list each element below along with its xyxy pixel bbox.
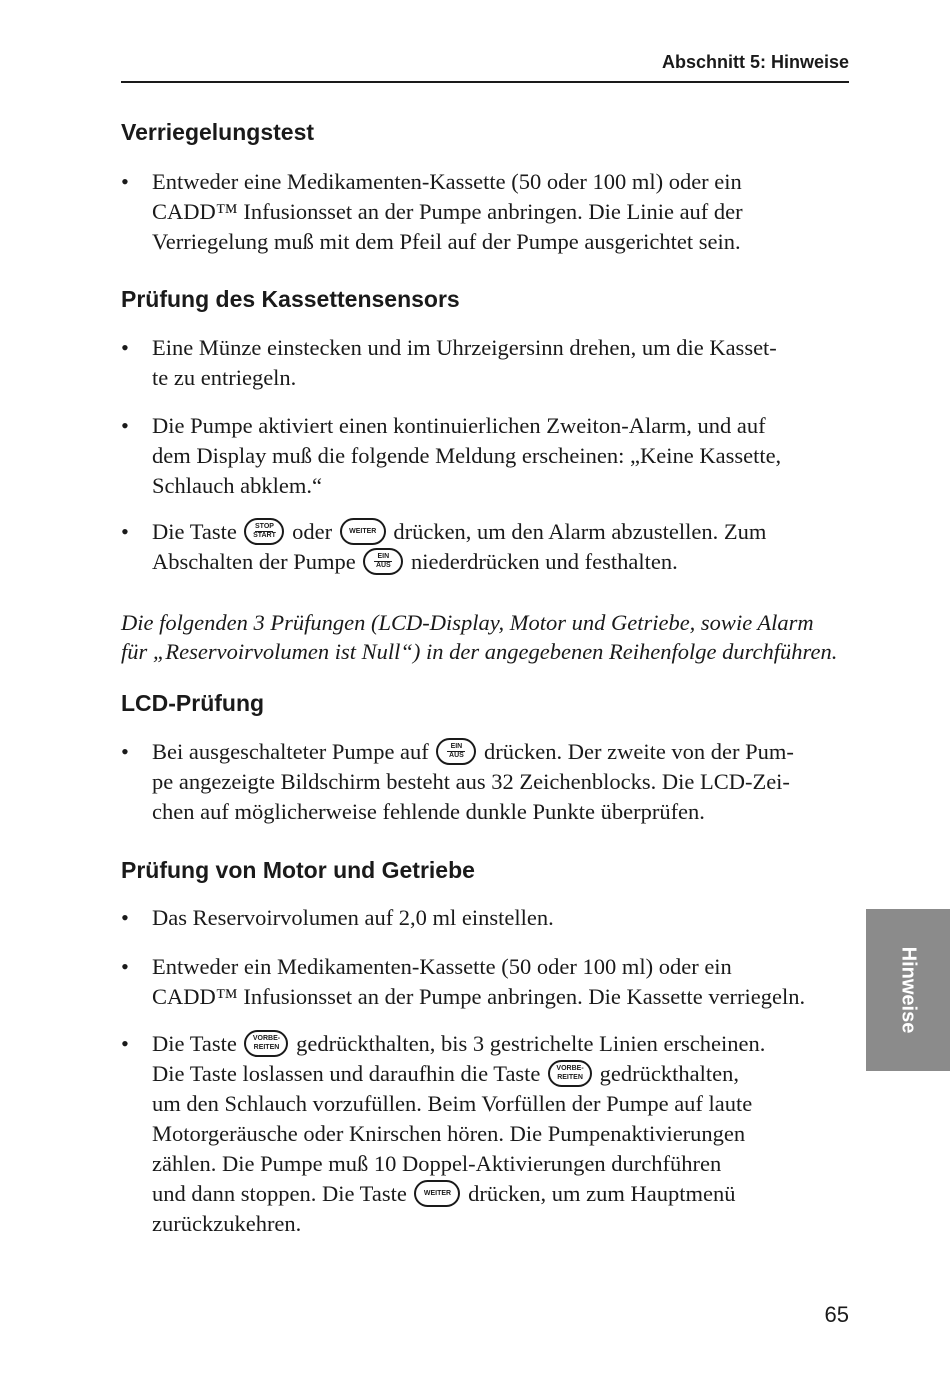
text-line: CADD™ Infusionsset an der Pumpe anbringen. Die Linie auf der bbox=[152, 199, 743, 224]
text-fragment: oder bbox=[292, 519, 333, 544]
weiter-key-icon bbox=[414, 1180, 460, 1207]
key-label-top: EIN bbox=[450, 743, 463, 751]
bullet-dot: • bbox=[121, 413, 129, 438]
heading-lock-test: Verriegelungstest bbox=[121, 119, 315, 145]
key-label-bottom: REITEN bbox=[557, 1074, 583, 1082]
text-line: Eine Münze einstecken und im Uhrzeigersinn drehen, um die Kasset- bbox=[152, 335, 777, 360]
side-tab-hinweise bbox=[866, 909, 950, 1071]
heading-cassette-sensor: Prüfung des Kassettensensors bbox=[121, 286, 460, 312]
bullet-dot: • bbox=[121, 519, 129, 544]
text-line: Das Reservoirvolumen auf 2,0 ml einstellen. bbox=[152, 905, 554, 930]
text-line bbox=[152, 737, 852, 767]
bullet-dot: • bbox=[121, 739, 129, 764]
text-line: zurückzukehren. bbox=[152, 1211, 302, 1236]
text-line: dem Display muß die folgende Meldung erscheinen: „Keine Kassette, bbox=[152, 443, 782, 468]
key-label-bottom: AUS bbox=[375, 562, 391, 570]
text-line: pe angezeigte Bildschirm besteht aus 32 Zeichenblocks. Die LCD-Zei- bbox=[152, 769, 790, 794]
vorbereiten-key-icon bbox=[244, 1030, 288, 1057]
stop-start-key-icon bbox=[244, 518, 284, 545]
page-header bbox=[121, 52, 849, 83]
text-fragment: Die Taste bbox=[152, 519, 237, 544]
text-fragment: gedrückthalten, bbox=[599, 1061, 739, 1086]
text-line: Die Pumpe aktiviert einen kontinuierlichen Zweiton-Alarm, und auf bbox=[152, 413, 766, 438]
weiter-key-icon bbox=[340, 518, 386, 545]
bullet-dot: • bbox=[121, 1031, 129, 1056]
key-label-top: STOP bbox=[255, 523, 274, 531]
key-label-bottom: START bbox=[253, 532, 276, 540]
section-title: Abschnitt 5: Hinweise bbox=[661, 52, 849, 72]
text-line: Entweder eine Medikamenten-Kassette (50 oder 100 ml) oder ein bbox=[152, 169, 742, 194]
text-line: Verriegelung muß mit dem Pfeil auf der Pumpe ausgerichtet sein. bbox=[152, 229, 741, 254]
key-label-top: VORBE- bbox=[556, 1065, 584, 1073]
text-fragment: Die Taste loslassen und daraufhin die Taste bbox=[152, 1061, 541, 1086]
text-line: chen auf möglicherweise fehlende dunkle Punkte überprüfen. bbox=[152, 799, 705, 824]
text-line: Schlauch abklem.“ bbox=[152, 473, 322, 498]
text-line: für „Reservoirvolumen ist Null“) in der angegebenen Reihenfolge durchführen. bbox=[121, 639, 838, 664]
bullet-dot: • bbox=[121, 335, 129, 360]
key-label-bottom: REITEN bbox=[253, 1044, 280, 1052]
text-fragment: drücken, um zum Hauptmenü bbox=[468, 1181, 736, 1206]
text-fragment: drücken. Der zweite von der Pum- bbox=[484, 739, 794, 764]
text-fragment: Die Taste bbox=[152, 1031, 237, 1056]
text-line: um den Schlauch vorzufüllen. Beim Vorfüllen der Pumpe auf laute bbox=[152, 1091, 753, 1116]
heading-motor-test: Prüfung von Motor und Getriebe bbox=[121, 857, 475, 883]
text-line: CADD™ Infusionsset an der Pumpe anbringen. Die Kassette verriegeln. bbox=[152, 984, 806, 1009]
text-line bbox=[152, 1059, 852, 1089]
key-label-top: VORBE- bbox=[252, 1035, 281, 1043]
text-line bbox=[152, 517, 852, 547]
heading-lcd-test: LCD-Prüfung bbox=[121, 690, 265, 716]
text-fragment: niederdrücken und festhalten. bbox=[410, 549, 678, 574]
bullet-dot: • bbox=[121, 954, 129, 979]
text-fragment: und dann stoppen. Die Taste bbox=[152, 1181, 407, 1206]
key-label-bottom: AUS bbox=[449, 752, 464, 760]
test-order-note bbox=[121, 608, 851, 666]
text-line: Die folgenden 3 Prüfungen (LCD-Display, Motor und Getriebe, sowie Alarm bbox=[121, 610, 814, 635]
text-fragment: Abschalten der Pumpe bbox=[152, 549, 356, 574]
text-line: Motorgeräusche oder Knirschen hören. Die Pumpenaktivierungen bbox=[152, 1121, 746, 1146]
ein-aus-key-icon bbox=[436, 738, 476, 765]
page-number: 65 bbox=[824, 1302, 849, 1327]
bullet-dot: • bbox=[121, 169, 129, 194]
text-line bbox=[152, 1029, 852, 1059]
ein-aus-key-icon bbox=[363, 548, 403, 575]
key-label: WEITER bbox=[349, 528, 377, 536]
key-label: WEITER bbox=[423, 1190, 452, 1198]
key-label-top: EIN bbox=[377, 553, 390, 561]
text-line bbox=[152, 547, 852, 577]
text-line bbox=[152, 1179, 852, 1209]
text-line: zählen. Die Pumpe muß 10 Doppel-Aktivierungen durchführen bbox=[152, 1151, 722, 1176]
text-line: Entweder ein Medikamenten-Kassette (50 oder 100 ml) oder ein bbox=[152, 954, 732, 979]
text-fragment: Bei ausgeschalteter Pumpe auf bbox=[152, 739, 429, 764]
text-fragment: gedrückthalten, bis 3 gestrichelte Linien erscheinen. bbox=[296, 1031, 766, 1056]
side-tab-label: Hinweise bbox=[897, 946, 920, 1034]
vorbereiten-key-icon bbox=[548, 1060, 592, 1087]
bullet-dot: • bbox=[121, 905, 129, 930]
text-line: te zu entriegeln. bbox=[152, 365, 297, 390]
text-fragment: drücken, um den Alarm abzustellen. Zum bbox=[393, 519, 767, 544]
